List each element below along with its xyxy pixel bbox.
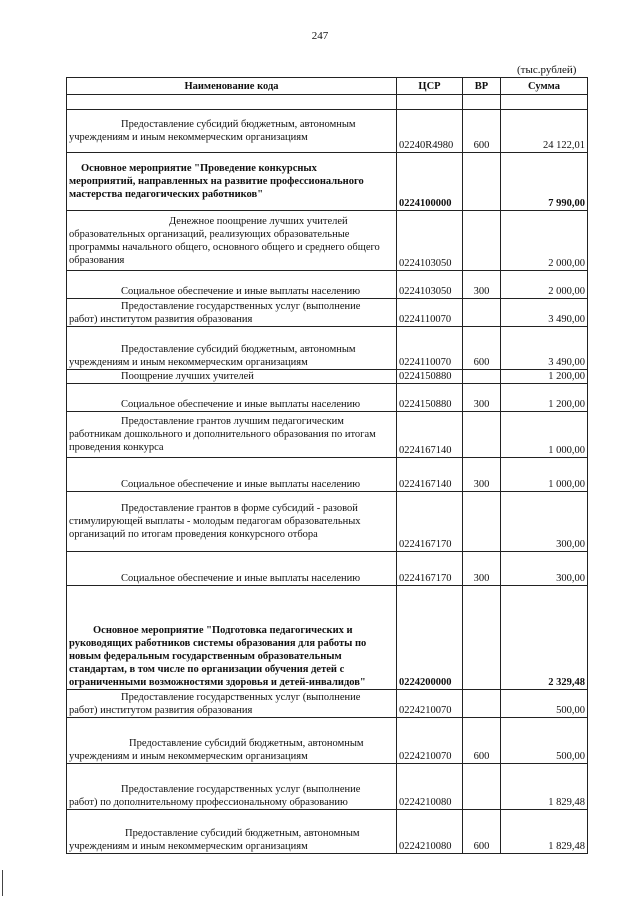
row-sum: 500,00 (501, 718, 588, 764)
table-row (67, 492, 588, 552)
row-sum: 300,00 (501, 492, 588, 552)
row-vr (463, 412, 501, 458)
row-csr: 0224103050 (397, 211, 463, 271)
spacer-row (67, 95, 588, 110)
budget-table (66, 77, 588, 854)
row-sum: 24 122,01 (501, 110, 588, 153)
scan-margin-mark (2, 870, 3, 896)
row-name: Основное мероприятие "Подготовка педагогических и руководящих работников системы образования для работы по новым федеральным государственным образовательным стандартам, в том числе по организации обучения детей с ограниченными возможностями здоровья и детей-инвалидов" (67, 586, 397, 690)
table-row (67, 271, 588, 299)
row-name: Предоставление грантов лучшим педагогическим работникам дошкольного и дополнительного образования по итогам проведения конкурса (67, 412, 397, 458)
row-vr: 600 (463, 718, 501, 764)
row-name: Предоставление государственных услуг (выполнение работ) институтом развития образования (67, 299, 397, 327)
row-sum: 3 490,00 (501, 327, 588, 370)
row-vr: 600 (463, 327, 501, 370)
row-name: Предоставление субсидий бюджетным, автономным учреждениям и иным некоммерческим организациям (67, 110, 397, 153)
table-row (67, 153, 588, 211)
table-row (67, 718, 588, 764)
table-row (67, 586, 588, 690)
row-sum: 1 829,48 (501, 810, 588, 854)
row-vr: 300 (463, 384, 501, 412)
row-vr (463, 211, 501, 271)
row-csr: 0224210070 (397, 690, 463, 718)
row-sum: 7 990,00 (501, 153, 588, 211)
row-sum: 1 000,00 (501, 458, 588, 492)
row-csr: 0224167140 (397, 458, 463, 492)
row-vr (463, 586, 501, 690)
table-row (67, 764, 588, 810)
table-row (67, 412, 588, 458)
row-name: Предоставление субсидий бюджетным, автономным учреждениям и иным некоммерческим организациям (67, 718, 397, 764)
row-name: Основное мероприятие "Проведение конкурсных мероприятий, направленных на развитие профессионального мастерства педагогических работников" (67, 153, 397, 211)
table-row (67, 211, 588, 271)
row-vr (463, 299, 501, 327)
header-sum: Сумма (501, 78, 588, 95)
row-sum: 1 200,00 (501, 384, 588, 412)
table-row (67, 690, 588, 718)
row-vr: 300 (463, 552, 501, 586)
table-row (67, 299, 588, 327)
row-csr: 0224210080 (397, 810, 463, 854)
row-vr (463, 492, 501, 552)
row-name: Предоставление субсидий бюджетным, автономным учреждениям и иным некоммерческим организациям (67, 327, 397, 370)
row-sum: 1 829,48 (501, 764, 588, 810)
row-sum: 3 490,00 (501, 299, 588, 327)
row-name: Предоставление государственных услуг (выполнение работ) институтом развития образования (67, 690, 397, 718)
row-vr: 300 (463, 271, 501, 299)
row-vr (463, 690, 501, 718)
row-csr: 0224100000 (397, 153, 463, 211)
row-sum: 1 000,00 (501, 412, 588, 458)
row-sum: 1 200,00 (501, 370, 588, 384)
row-name: Социальное обеспечение и иные выплаты населению (67, 552, 397, 586)
page-number: 247 (311, 30, 329, 42)
table-row (67, 110, 588, 153)
row-sum: 500,00 (501, 690, 588, 718)
row-csr: 0224110070 (397, 299, 463, 327)
row-name: Социальное обеспечение и иные выплаты населению (67, 271, 397, 299)
row-name: Предоставление государственных услуг (выполнение работ) по дополнительному профессиональному образованию (67, 764, 397, 810)
row-name: Социальное обеспечение и иные выплаты населению (67, 458, 397, 492)
table-header-row (67, 78, 588, 95)
row-vr (463, 153, 501, 211)
row-sum: 2 329,48 (501, 586, 588, 690)
row-vr: 600 (463, 810, 501, 854)
table-row (67, 552, 588, 586)
row-vr: 300 (463, 458, 501, 492)
row-csr: 0224167170 (397, 552, 463, 586)
table-row (67, 458, 588, 492)
row-csr: 0224150880 (397, 384, 463, 412)
row-name: Денежное поощрение лучших учителей образовательных организаций, реализующих образовательные программы начального общего, основного общего и среднего общего образования (67, 211, 397, 271)
row-sum: 2 000,00 (501, 271, 588, 299)
table-row (67, 384, 588, 412)
row-csr: 0224167140 (397, 412, 463, 458)
row-csr: 02240R4980 (397, 110, 463, 153)
row-vr (463, 764, 501, 810)
table-row (67, 327, 588, 370)
row-csr: 0224210080 (397, 764, 463, 810)
row-csr: 0224110070 (397, 327, 463, 370)
header-name: Наименование кода (67, 78, 397, 95)
row-vr: 600 (463, 110, 501, 153)
row-vr (463, 370, 501, 384)
row-sum: 2 000,00 (501, 211, 588, 271)
table-row (67, 810, 588, 854)
row-name: Поощрение лучших учителей (67, 370, 397, 384)
row-name: Предоставление субсидий бюджетным, автономным учреждениям и иным некоммерческим организациям (67, 810, 397, 854)
row-sum: 300,00 (501, 552, 588, 586)
row-csr: 0224103050 (397, 271, 463, 299)
row-name: Предоставление грантов в форме субсидий - разовой стимулирующей выплаты - молодым педагогам образовательных организаций по итогам проведения конкурсного отбора (67, 492, 397, 552)
header-vr: ВР (463, 78, 501, 95)
row-csr: 0224167170 (397, 492, 463, 552)
row-csr: 0224200000 (397, 586, 463, 690)
table-row (67, 370, 588, 384)
row-name: Социальное обеспечение и иные выплаты населению (67, 384, 397, 412)
header-csr: ЦСР (397, 78, 463, 95)
row-csr: 0224150880 (397, 370, 463, 384)
row-csr: 0224210070 (397, 718, 463, 764)
units-label: (тыс.рублей) (517, 64, 577, 76)
